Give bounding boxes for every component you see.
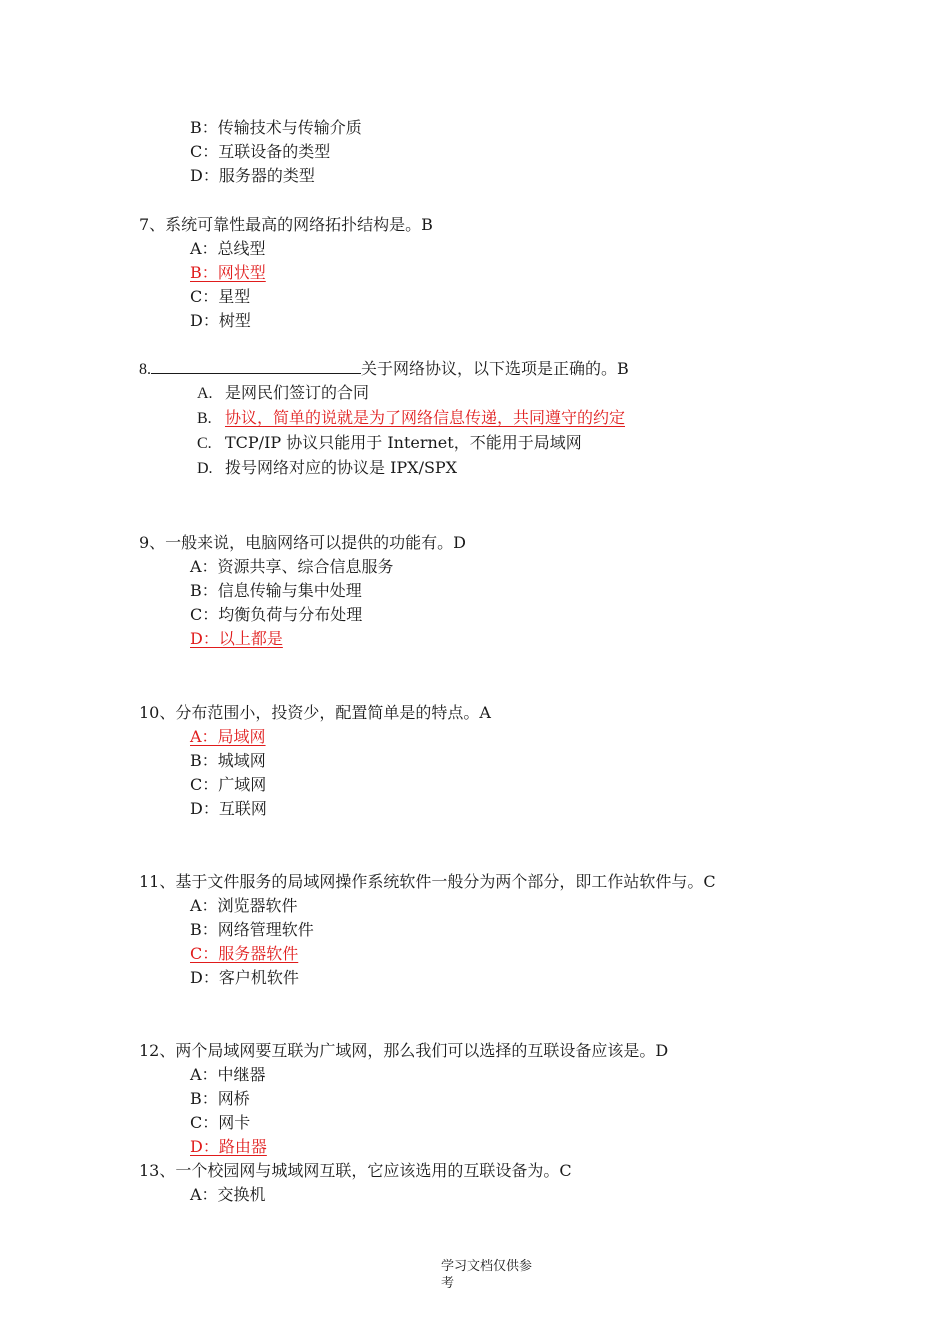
q8-blank xyxy=(151,359,361,374)
q8-option-a xyxy=(197,382,369,405)
q8-number: 8. xyxy=(139,361,151,378)
q11-question: 11、基于文件服务的局域网操作系统软件一般分为两个部分，即工作站软件与。C xyxy=(139,872,716,891)
q13-question: 13、一个校园网与城域网互联，它应该选用的互联设备为。C xyxy=(139,1161,572,1180)
q6-option-d: D：服务器的类型 xyxy=(190,166,315,185)
q8-question xyxy=(139,358,629,381)
q12-option-d-correct: D：路由器 xyxy=(190,1137,267,1156)
q9-option-d-correct: D：以上都是 xyxy=(190,629,283,648)
q12-option-a: A：中继器 xyxy=(190,1065,266,1084)
q11-option-d: D：客户机软件 xyxy=(190,968,299,987)
q7-option-a: A：总线型 xyxy=(190,239,266,258)
q12-option-b: B：网桥 xyxy=(190,1089,250,1108)
q8-option-a-label: A. xyxy=(197,385,213,402)
q13-option-a: A：交换机 xyxy=(190,1185,266,1204)
q9-question: 9、一般来说，电脑网络可以提供的功能有。D xyxy=(139,533,467,552)
q11-option-a: A：浏览器软件 xyxy=(190,896,298,915)
q12-option-c: C：网卡 xyxy=(190,1113,251,1132)
q8-option-b-label: B. xyxy=(197,410,212,427)
q9-option-a: A：资源共享、综合信息服务 xyxy=(190,557,394,576)
q7-option-c: C：星型 xyxy=(190,287,251,306)
q8-option-b xyxy=(197,407,625,430)
q8-question-text: 关于网络协议，以下选项是正确的。B xyxy=(361,359,629,378)
q6-option-b: B：传输技术与传输介质 xyxy=(190,118,362,137)
q8-option-c-text: TCP/IP 协议只能用于 Internet，不能用于局域网 xyxy=(225,433,582,452)
q10-question: 10、分布范围小，投资少，配置简单是的特点。A xyxy=(139,703,491,722)
page-footer-note: 学习文档仅供参考 xyxy=(441,1259,533,1291)
q11-option-b: B：网络管理软件 xyxy=(190,920,314,939)
q11-option-c-correct: C：服务器软件 xyxy=(190,944,299,963)
q8-option-b-text-correct: 协议，简单的说就是为了网络信息传递，共同遵守的约定 xyxy=(225,408,626,427)
q8-option-d xyxy=(197,457,457,480)
q10-option-d: D：互联网 xyxy=(190,799,267,818)
q7-question: 7、系统可靠性最高的网络拓扑结构是。B xyxy=(139,215,433,234)
q8-option-c-label: C. xyxy=(197,435,212,452)
q7-option-d: D：树型 xyxy=(190,311,251,330)
q10-option-a-correct: A：局域网 xyxy=(190,727,266,746)
q12-question: 12、两个局域网要互联为广域网，那么我们可以选择的互联设备应该是。D xyxy=(139,1041,669,1060)
q8-option-a-text: 是网民们签订的合同 xyxy=(225,383,370,402)
q9-option-b: B：信息传输与集中处理 xyxy=(190,581,362,600)
q7-option-b-correct: B：网状型 xyxy=(190,263,266,282)
q8-option-d-text: 拨号网络对应的协议是 IPX/SPX xyxy=(225,458,458,477)
q9-option-c: C：均衡负荷与分布处理 xyxy=(190,605,363,624)
q10-option-c: C：广域网 xyxy=(190,775,267,794)
q8-option-c xyxy=(197,432,582,455)
q6-option-c: C：互联设备的类型 xyxy=(190,142,331,161)
q10-option-b: B：城域网 xyxy=(190,751,266,770)
q8-option-d-label: D. xyxy=(197,460,213,477)
